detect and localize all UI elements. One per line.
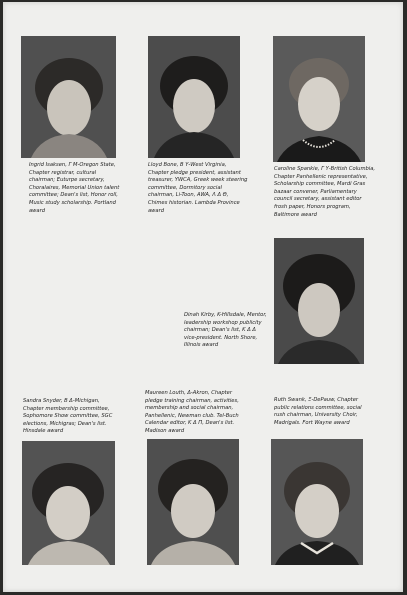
portrait-photo-7 <box>271 439 363 565</box>
caption-3: Caroline Spankie, Γ Υ-British Columbia, Chapter Panhellenic representative, Scholarship committee, Mardi Gras bazaar convener, Parliamentary council secretary, assistant editor frosh paper, Honors program, Baltimore award <box>274 166 376 218</box>
portrait-photo-6 <box>147 439 239 565</box>
caption-1: Ingrid Isaksen, Γ M-Oregon State, Chapter registrar, cultural chairman; Euturpe secretary, Choralaires, Memorial Union talent committee; Dean's list, Honor roll, Music study scholarship. Portland award <box>29 162 120 214</box>
portrait-photo-5 <box>22 441 115 565</box>
portrait-photo-2 <box>148 36 240 158</box>
caption-2: Lloyd Bone, B Υ-West Virginia, Chapter pledge president, assistant treasurer, YWCA, Greek week steering committee, Dormitory social chairman, Li-Toon, AWA, Λ Δ Θ, Chimes historian. Lambda Province award <box>148 162 248 214</box>
portrait-photo-4 <box>274 238 364 364</box>
caption-6: Maureen Louth, Δ-Akron, Chapter pledge training chairman, activities, membership and social chairman, Panhellenic, Newman club. Tel-Buch Calendar editor, Κ Δ Π, Dean's list. Madison award <box>145 390 239 434</box>
portrait-photo-3 <box>273 36 365 162</box>
caption-5: Sandra Snyder, B Δ-Michigan, Chapter membership committee, Sophomore Show committee, SGC elections, Michigras; Dean's list. Hinsdale award <box>23 398 113 435</box>
yearbook-page <box>3 2 403 592</box>
caption-7: Ruth Swank, Ξ-DePauw, Chapter public relations committee, social rush chairman, University Choir, Madrigals. Fort Wayne award <box>274 397 362 426</box>
portrait-photo-1 <box>21 36 116 158</box>
caption-4: Dinah Kirby, K-Hillsdale, Mentor, leadership workshop publicity chairman; Dean's list, Κ Δ Δ vice-president. North Shore, Illinois award <box>184 312 267 349</box>
